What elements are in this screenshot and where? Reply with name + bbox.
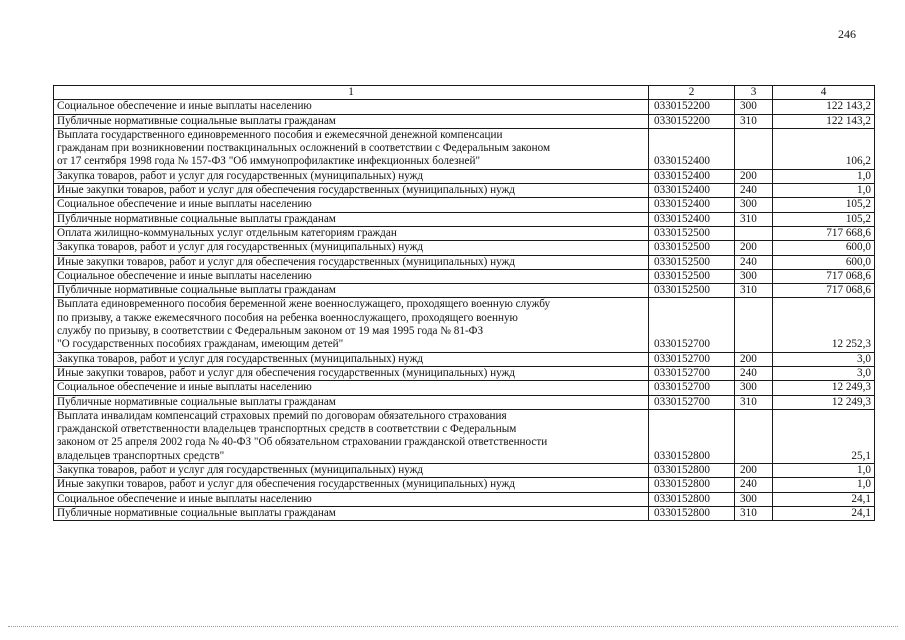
page-number: 246 [838, 27, 856, 41]
row-expense-type [735, 298, 773, 352]
table-row [54, 269, 875, 283]
row-csr-code: 0330152700 [649, 352, 735, 366]
row-name-cell [54, 100, 649, 114]
table-row [54, 478, 875, 492]
row-expense-type [735, 128, 773, 169]
row-name-line: Оплата жилищно-коммунальных услуг отдельным категориям граждан [57, 226, 397, 239]
row-name-cell [54, 478, 649, 492]
row-amount: 106,2 [773, 128, 875, 169]
row-name-cell [54, 395, 649, 409]
row-amount: 600,0 [773, 255, 875, 269]
row-csr-code: 0330152400 [649, 212, 735, 226]
table-row [54, 241, 875, 255]
table-row [54, 409, 875, 463]
row-csr-code: 0330152400 [649, 184, 735, 198]
row-amount: 24,1 [773, 492, 875, 506]
table-row [54, 184, 875, 198]
row-amount: 1,0 [773, 464, 875, 478]
row-expense-type: 240 [735, 478, 773, 492]
table-row [54, 100, 875, 114]
row-name-line: Социальное обеспечение и иные выплаты населению [57, 198, 312, 211]
row-expense-type: 300 [735, 381, 773, 395]
row-csr-code: 0330152800 [649, 506, 735, 520]
table-row [54, 128, 875, 169]
row-name-cell [54, 169, 649, 183]
row-amount: 3,0 [773, 366, 875, 380]
row-name-line: Иные закупки товаров, работ и услуг для обеспечения государственных (муниципальных) нужд [57, 184, 515, 197]
row-expense-type: 310 [735, 395, 773, 409]
row-name-line: Закупка товаров, работ и услуг для государственных (муниципальных) нужд [57, 464, 424, 477]
row-expense-type: 240 [735, 255, 773, 269]
row-expense-type: 300 [735, 198, 773, 212]
table-row [54, 255, 875, 269]
row-name-line: по призыву, а также ежемесячного пособия на ребенка военнослужащего, проходящего военную [57, 311, 518, 324]
table-row [54, 352, 875, 366]
row-amount: 3,0 [773, 352, 875, 366]
row-amount: 1,0 [773, 478, 875, 492]
row-expense-type: 300 [735, 100, 773, 114]
row-name-line: Выплата единовременного пособия беременной жене военнослужащего, проходящего военную службу [57, 298, 551, 311]
table-body [54, 86, 875, 521]
row-name-line: законом от 25 апреля 2002 года № 40-ФЗ "Об обязательном страховании гражданской ответственности [57, 436, 548, 449]
table-row [54, 284, 875, 298]
row-name-line: Социальное обеспечение и иные выплаты населению [57, 269, 312, 282]
row-expense-type: 200 [735, 464, 773, 478]
row-expense-type: 310 [735, 212, 773, 226]
row-amount: 717 068,6 [773, 269, 875, 283]
row-csr-code: 0330152800 [649, 492, 735, 506]
row-name-cell [54, 269, 649, 283]
header-col-2: 2 [649, 86, 735, 100]
row-amount: 25,1 [773, 409, 875, 463]
row-name-line: "О государственных пособиях гражданам, имеющим детей" [57, 338, 344, 351]
row-name-cell [54, 492, 649, 506]
row-amount: 122 143,2 [773, 100, 875, 114]
table-row [54, 114, 875, 128]
table-row [54, 198, 875, 212]
row-name-line: Выплата государственного единовременного пособия и ежемесячной денежной компенсации [57, 128, 503, 141]
row-expense-type: 310 [735, 284, 773, 298]
row-csr-code: 0330152500 [649, 255, 735, 269]
row-name-line: Публичные нормативные социальные выплаты гражданам [57, 212, 336, 225]
row-amount: 105,2 [773, 198, 875, 212]
row-name-cell [54, 241, 649, 255]
row-name-cell [54, 298, 649, 352]
header-col-1: 1 [54, 86, 649, 100]
row-name-cell [54, 284, 649, 298]
row-expense-type [735, 409, 773, 463]
row-csr-code: 0330152500 [649, 269, 735, 283]
row-name-cell [54, 128, 649, 169]
row-name-line: Закупка товаров, работ и услуг для государственных (муниципальных) нужд [57, 352, 424, 365]
row-amount: 1,0 [773, 184, 875, 198]
table-row [54, 366, 875, 380]
row-csr-code: 0330152700 [649, 298, 735, 352]
row-name-line: Публичные нормативные социальные выплаты гражданам [57, 114, 336, 127]
row-amount: 717 668,6 [773, 226, 875, 240]
row-amount: 122 143,2 [773, 114, 875, 128]
row-name-line: гражданской ответственности владельцев транспортных средств в соответствии с Федеральным [57, 423, 517, 436]
row-name-line: Публичные нормативные социальные выплаты гражданам [57, 284, 336, 297]
row-name-cell [54, 409, 649, 463]
row-name-line: от 17 сентября 1998 года № 157-ФЗ "Об иммунопрофилактике инфекционных болезней" [57, 155, 481, 168]
row-name-line: гражданам при возникновении поствакцинальных осложнений в соответствии с Федеральным законом [57, 142, 551, 155]
row-csr-code: 0330152800 [649, 478, 735, 492]
row-name-line: Публичные нормативные социальные выплаты гражданам [57, 506, 336, 519]
row-csr-code: 0330152400 [649, 169, 735, 183]
table-row [54, 212, 875, 226]
row-csr-code: 0330152700 [649, 366, 735, 380]
row-name-line: Социальное обеспечение и иные выплаты населению [57, 100, 312, 113]
row-name-line: Иные закупки товаров, работ и услуг для обеспечения государственных (муниципальных) нужд [57, 255, 515, 268]
row-csr-code: 0330152200 [649, 114, 735, 128]
row-name-line: Социальное обеспечение и иные выплаты населению [57, 381, 312, 394]
row-expense-type: 300 [735, 269, 773, 283]
row-expense-type: 240 [735, 366, 773, 380]
table-row [54, 226, 875, 240]
row-name-cell [54, 212, 649, 226]
table-row [54, 381, 875, 395]
row-name-line: Выплата инвалидам компенсаций страховых премий по договорам обязательного страхования [57, 409, 507, 422]
row-name-cell [54, 114, 649, 128]
row-amount: 717 068,6 [773, 284, 875, 298]
row-csr-code: 0330152500 [649, 241, 735, 255]
row-amount: 12 249,3 [773, 395, 875, 409]
row-name-line: владельцев транспортных средств" [57, 449, 225, 462]
row-name-line: Иные закупки товаров, работ и услуг для обеспечения государственных (муниципальных) нужд [57, 478, 515, 491]
row-amount: 12 252,3 [773, 298, 875, 352]
row-csr-code: 0330152400 [649, 128, 735, 169]
row-amount: 24,1 [773, 506, 875, 520]
row-csr-code: 0330152500 [649, 226, 735, 240]
row-name-line: Закупка товаров, работ и услуг для государственных (муниципальных) нужд [57, 169, 424, 182]
row-csr-code: 0330152800 [649, 409, 735, 463]
row-amount: 1,0 [773, 169, 875, 183]
table-row [54, 492, 875, 506]
table-row [54, 169, 875, 183]
row-amount: 105,2 [773, 212, 875, 226]
row-expense-type: 200 [735, 169, 773, 183]
row-expense-type: 310 [735, 114, 773, 128]
row-name-cell [54, 352, 649, 366]
row-expense-type: 300 [735, 492, 773, 506]
row-name-cell [54, 226, 649, 240]
row-csr-code: 0330152500 [649, 284, 735, 298]
budget-table [53, 85, 875, 521]
row-name-cell [54, 464, 649, 478]
row-name-line: Закупка товаров, работ и услуг для государственных (муниципальных) нужд [57, 241, 424, 254]
table-row [54, 298, 875, 352]
table-row [54, 464, 875, 478]
row-amount: 12 249,3 [773, 381, 875, 395]
header-row [54, 86, 875, 100]
row-name-line: службу по призыву, в соответствии с Федеральным законом от 19 мая 1995 года № 81-ФЗ [57, 325, 484, 338]
row-amount: 600,0 [773, 241, 875, 255]
header-col-3: 3 [735, 86, 773, 100]
row-name-cell [54, 255, 649, 269]
row-name-cell [54, 366, 649, 380]
row-csr-code: 0330152700 [649, 395, 735, 409]
row-expense-type [735, 226, 773, 240]
row-name-cell [54, 506, 649, 520]
table-row [54, 395, 875, 409]
row-csr-code: 0330152200 [649, 100, 735, 114]
row-name-cell [54, 381, 649, 395]
row-csr-code: 0330152400 [649, 198, 735, 212]
row-expense-type: 200 [735, 352, 773, 366]
row-csr-code: 0330152800 [649, 464, 735, 478]
table-row [54, 506, 875, 520]
row-name-line: Иные закупки товаров, работ и услуг для обеспечения государственных (муниципальных) нужд [57, 366, 515, 379]
row-expense-type: 240 [735, 184, 773, 198]
row-expense-type: 200 [735, 241, 773, 255]
scan-noise-line [8, 626, 898, 627]
row-expense-type: 310 [735, 506, 773, 520]
row-name-line: Социальное обеспечение и иные выплаты населению [57, 492, 312, 505]
header-col-4: 4 [773, 86, 875, 100]
row-name-cell [54, 184, 649, 198]
row-name-line: Публичные нормативные социальные выплаты гражданам [57, 395, 336, 408]
row-name-cell [54, 198, 649, 212]
row-csr-code: 0330152700 [649, 381, 735, 395]
